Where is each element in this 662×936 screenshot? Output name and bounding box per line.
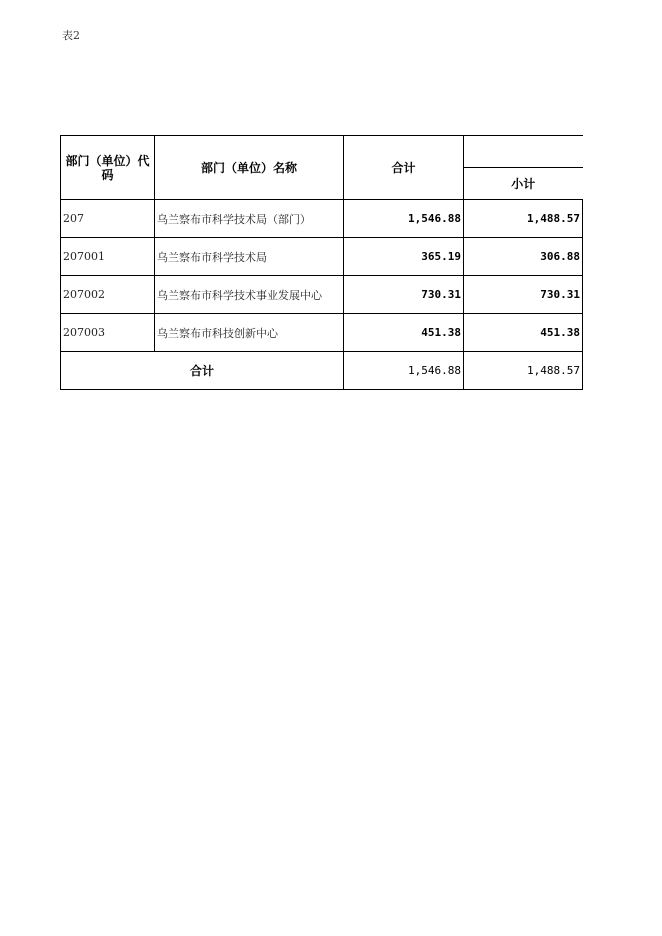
header-name: 部门（单位）名称 bbox=[155, 136, 344, 200]
row-code: 207002 bbox=[61, 276, 155, 314]
row-total: 451.38 bbox=[344, 314, 464, 352]
total-subtotal: 1,488.57 bbox=[464, 352, 583, 390]
table-row bbox=[61, 314, 583, 352]
row-subtotal: 451.38 bbox=[464, 314, 583, 352]
row-code: 207 bbox=[61, 200, 155, 238]
row-total: 1,546.88 bbox=[344, 200, 464, 238]
table-row bbox=[61, 200, 583, 238]
header-total: 合计 bbox=[344, 136, 464, 200]
table-row bbox=[61, 276, 583, 314]
row-subtotal: 1,488.57 bbox=[464, 200, 583, 238]
row-subtotal: 730.31 bbox=[464, 276, 583, 314]
row-name: 乌兰察布市科学技术局 bbox=[155, 238, 344, 276]
header-row bbox=[61, 136, 583, 168]
header-code: 部门（单位）代码 bbox=[61, 136, 155, 200]
sheet-label: 表2 bbox=[62, 29, 80, 42]
row-subtotal: 306.88 bbox=[464, 238, 583, 276]
row-name: 乌兰察布市科学技术局（部门） bbox=[155, 200, 344, 238]
header-group-cell bbox=[464, 136, 583, 168]
row-code: 207001 bbox=[61, 238, 155, 276]
row-total: 730.31 bbox=[344, 276, 464, 314]
row-name: 乌兰察布市科学技术事业发展中心 bbox=[155, 276, 344, 314]
row-code: 207003 bbox=[61, 314, 155, 352]
row-name: 乌兰察布市科技创新中心 bbox=[155, 314, 344, 352]
header-subtotal: 小计 bbox=[464, 168, 583, 200]
budget-table bbox=[60, 135, 583, 390]
table-row bbox=[61, 238, 583, 276]
total-label: 合计 bbox=[61, 352, 344, 390]
total-row bbox=[61, 352, 583, 390]
row-total: 365.19 bbox=[344, 238, 464, 276]
total-value: 1,546.88 bbox=[344, 352, 464, 390]
